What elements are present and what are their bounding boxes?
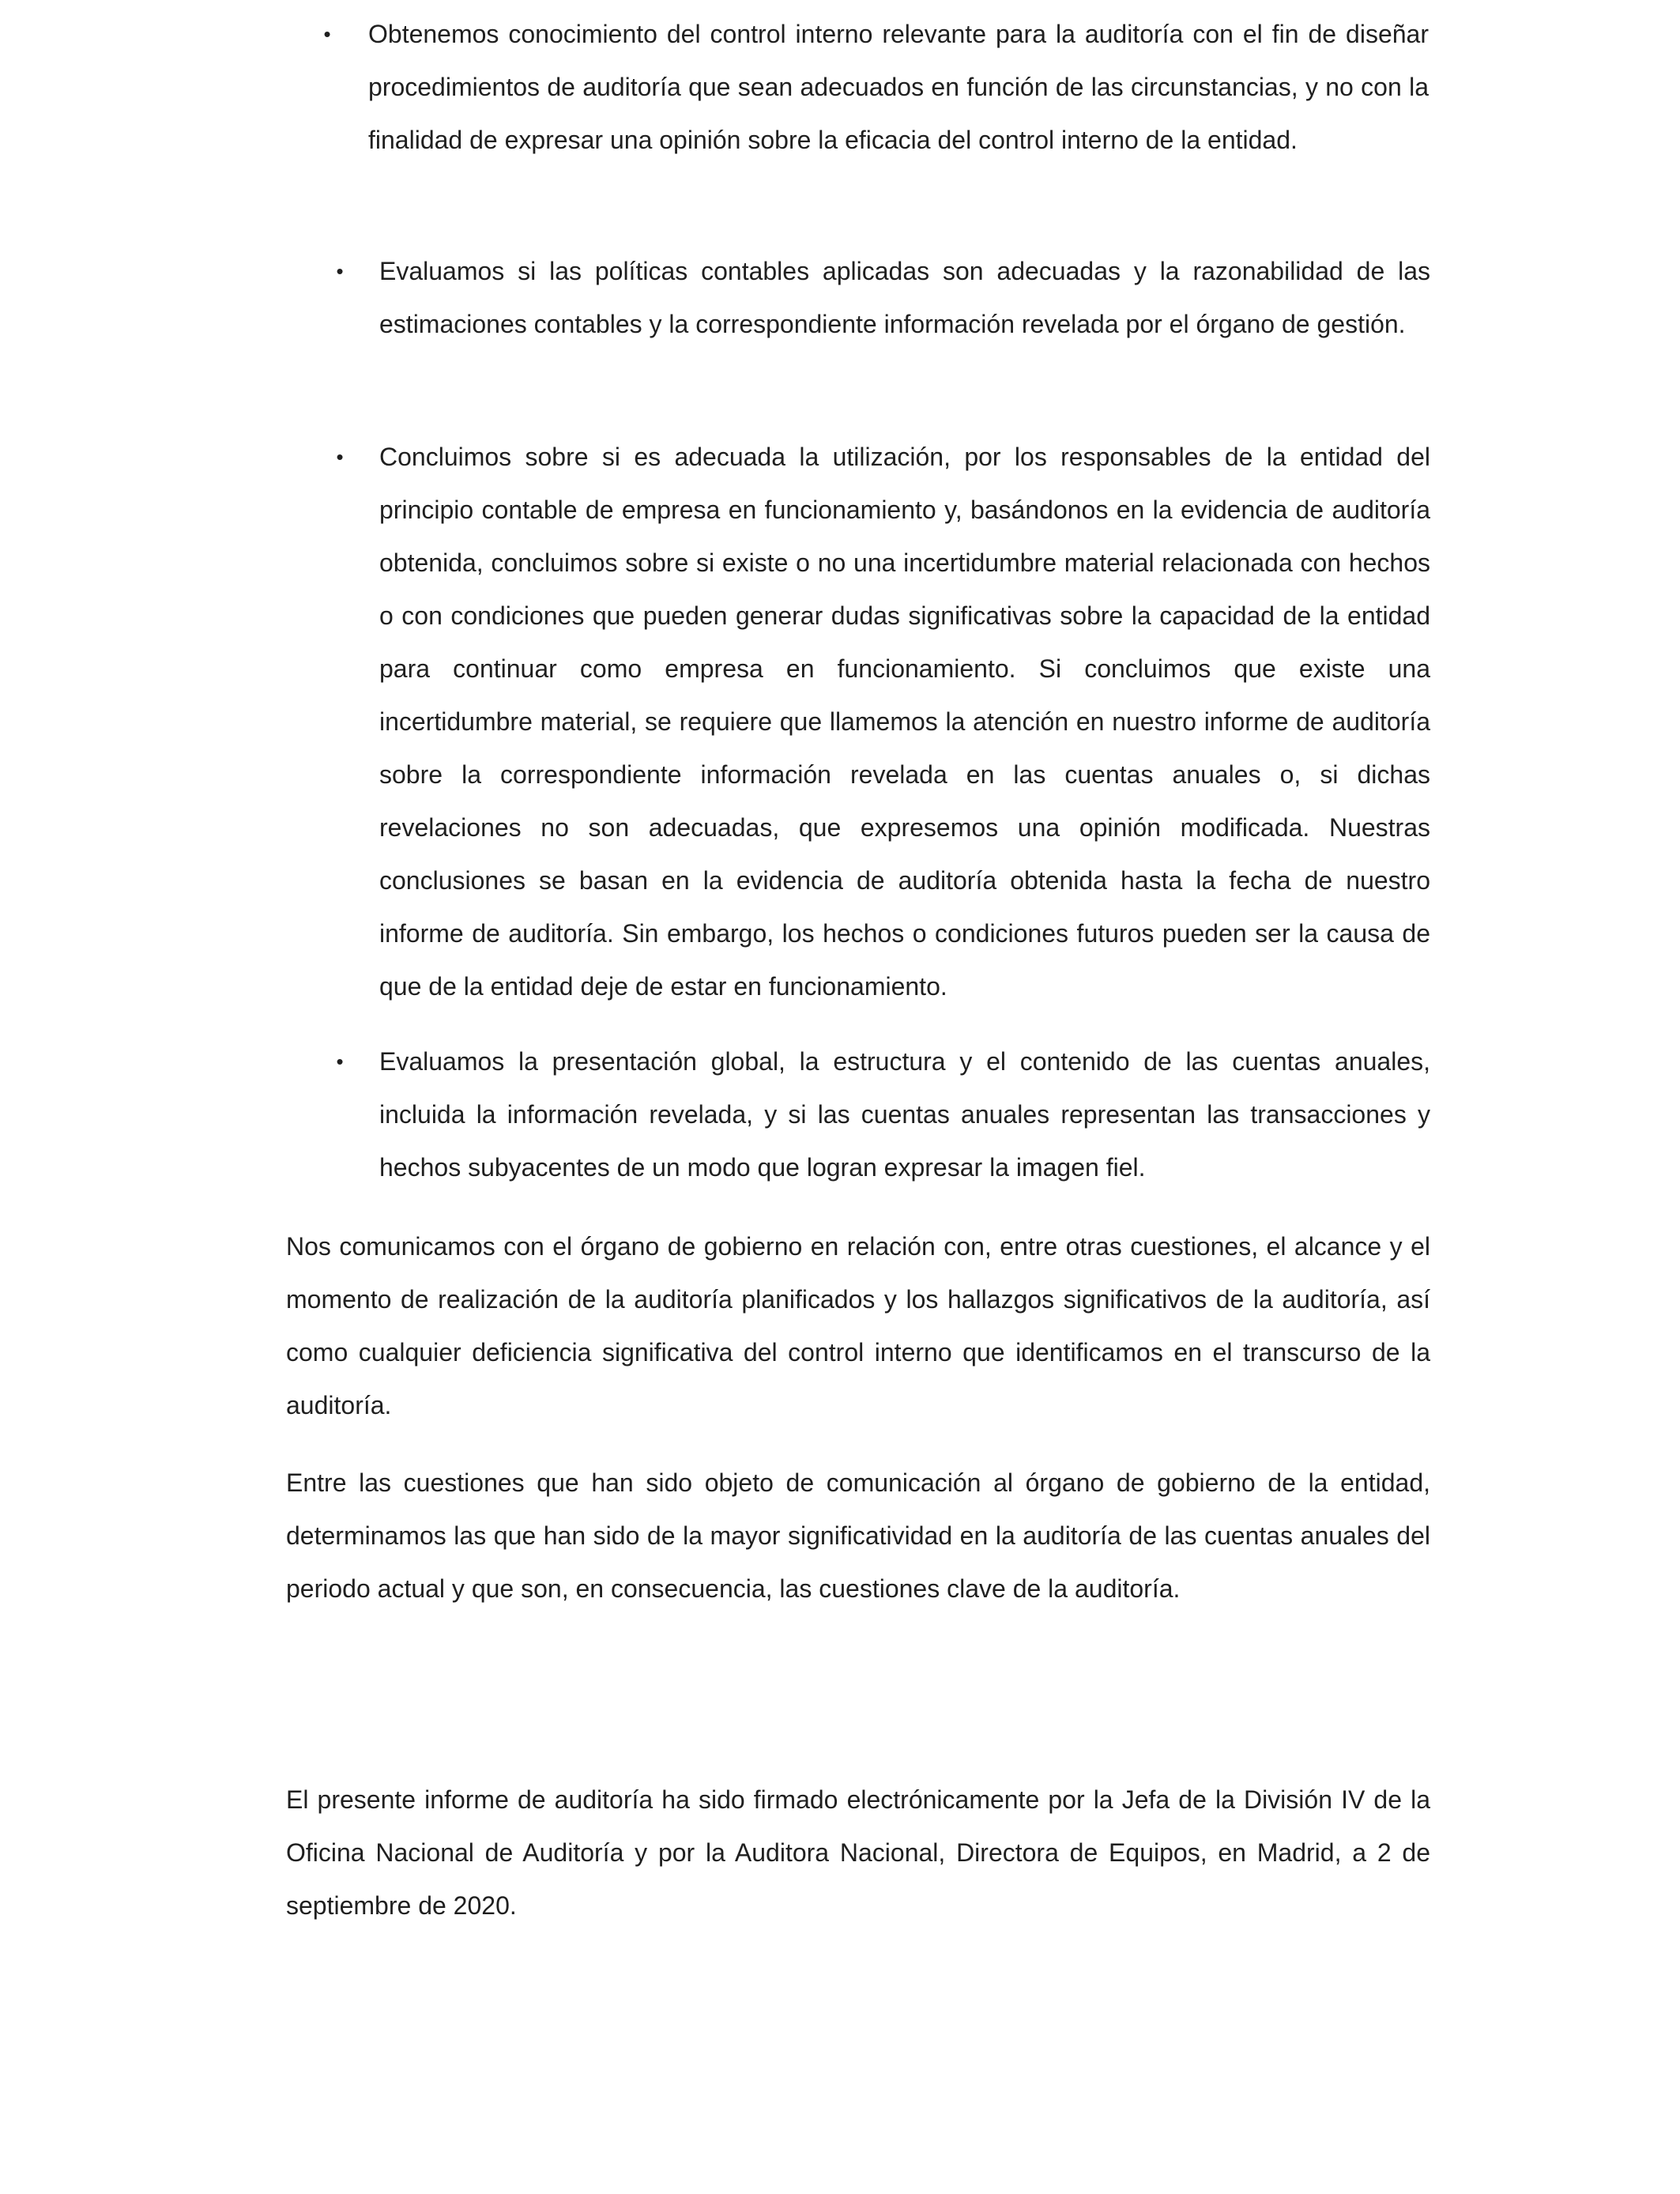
bullet-item-text: Obtenemos conocimiento del control interno relevante para la auditoría con el fin de diseñar procedimientos de auditoría que sean adecuados en función de las circunstancias, y no con la finalidad de expresar una opinión sobre la eficacia del control interno de la entidad. xyxy=(368,20,1429,154)
bullet-marker: • xyxy=(336,1050,344,1073)
body-paragraph: Nos comunicamos con el órgano de gobierno en relación con, entre otras cuestiones, el alcance y el momento de realización de la auditoría planificados y los hallazgos significativos de la auditoría, así como cualquier deficiencia significativa del control interno que identificamos en el transcurso de la auditoría. xyxy=(286,1232,1430,1419)
signature-paragraph: El presente informe de auditoría ha sido firmado electrónicamente por la Jefa de la División IV de la Oficina Nacional de Auditoría y por la Auditora Nacional, Directora de Equipos, en Madrid, a 2 de septiembre de 2020. xyxy=(286,1785,1430,1920)
bullet-item-text: Evaluamos si las políticas contables aplicadas son adecuadas y la razonabilidad de las estimaciones contables y la correspondiente información revelada por el órgano de gestión. xyxy=(379,257,1430,338)
bullet-marker: • xyxy=(323,22,331,46)
bullet-item-text: Evaluamos la presentación global, la estructura y el contenido de las cuentas anuales, incluida la información revelada, y si las cuentas anuales representan las transacciones y hechos subyacentes de un modo que logran expresar la imagen fiel. xyxy=(379,1047,1430,1182)
bullet-marker: • xyxy=(336,259,344,283)
body-paragraph: Entre las cuestiones que han sido objeto de comunicación al órgano de gobierno de la entidad, determinamos las que han sido de la mayor significatividad en la auditoría de las cuentas anuales del periodo actual y que son, en consecuencia, las cuestiones clave de la auditoría. xyxy=(286,1468,1430,1603)
bullet-item-text: Concluimos sobre si es adecuada la utilización, por los responsables de la entidad del principio contable de empresa en funcionamiento y, basándonos en la evidencia de auditoría obtenida, concluimos sobre si existe o no una incertidumbre material relacionada con hechos o con condiciones que pueden generar dudas significativas sobre la capacidad de la entidad para continuar como empresa en funcionamiento. Si concluimos que existe una incertidumbre material, se requiere que llamemos la atención en nuestro informe de auditoría sobre la correspondiente información revelada en las cuentas anuales o, si dichas revelaciones no son adecuadas, que expresemos una opinión modificada. Nuestras conclusiones se basan en la evidencia de auditoría obtenida hasta la fecha de nuestro informe de auditoría. Sin embargo, los hechos o condiciones futuros pueden ser la causa de que de la entidad deje de estar en funcionamiento. xyxy=(379,443,1430,1001)
bullet-marker: • xyxy=(336,445,344,469)
